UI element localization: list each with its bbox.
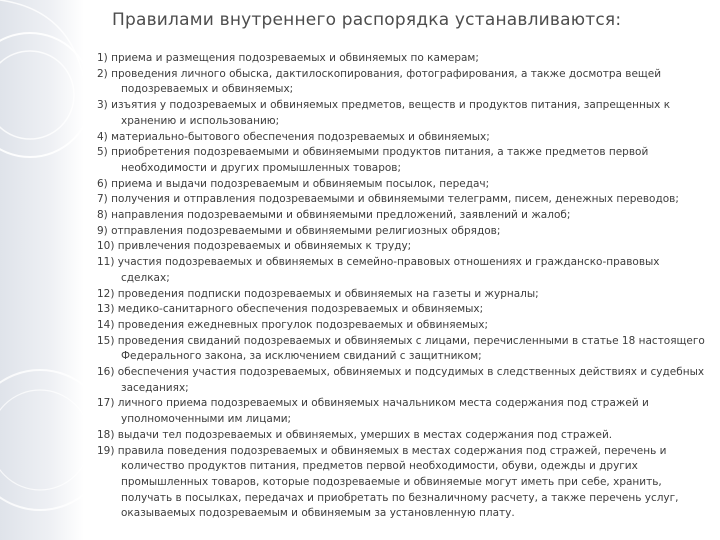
list-item: 12) проведения подписки подозреваемых и обвиняемых на газеты и журналы; — [97, 287, 539, 300]
slide-title: Правилами внутреннего распорядка устанавливаются: — [112, 10, 622, 30]
list-item: 8) направления подозреваемыми и обвиняемыми предложений, заявлений и жалоб; — [97, 209, 571, 222]
list-item: 19) правила поведения подозреваемых и обвиняемых в местах содержания под стражей, перечень и количество продуктов питания, предметов первой необходимости, обуви, одежды и других промышленных товаров, которые подозреваемые и обвиняемые могут иметь при себе, хранить, получать в посылках, передачах и приобретать по безналичному расчету, а также перечень услуг, оказываемых подозреваемым и обвиняемым за установленную плату. — [97, 444, 679, 520]
list-item: 16) обеспечения участия подозреваемых, обвиняемых и подсудимых в следственных действиях и судебных заседаниях; — [97, 366, 705, 394]
list-item: 7) получения и отправления подозреваемыми и обвиняемыми телеграмм, писем, денежных переводов; — [97, 193, 679, 206]
list-item: 2) проведения личного обыска, дактилоскопирования, фотографирования, а также досмотра вещей подозреваемых и обвиняемых; — [97, 67, 662, 96]
list-item: 13) медико-санитарного обеспечения подозреваемых и обвиняемых; — [97, 303, 484, 316]
list-item: 18) выдачи тел подозреваемых и обвиняемых, умерших в местах содержания под стражей. — [97, 428, 613, 441]
list-item: 9) отправления подозреваемыми и обвиняемыми религиозных обрядов; — [97, 224, 501, 237]
list-item: 15) проведения свиданий подозреваемых и обвиняемых с лицами, перечисленными в статье 18 настоящего Федерального закона, за исключением свиданий с защитником; — [97, 334, 705, 363]
rules-list — [97, 51, 709, 522]
list-item: 3) изъятия у подозреваемых и обвиняемых предметов, веществ и продуктов питания, запрещенных к хранению и использованию; — [97, 99, 671, 127]
list-item: 5) приобретения подозреваемыми и обвиняемыми продуктов питания, а также предметов первой необходимости и других промышленных товаров; — [97, 146, 649, 174]
list-item: 14) проведения ежедневных прогулок подозреваемых и обвиняемых; — [97, 318, 489, 331]
list-item: 6) приема и выдачи подозреваемым и обвиняемым посылок, передач; — [97, 177, 490, 190]
list-item: 10) привлечения подозреваемых и обвиняемых к труду; — [97, 240, 412, 253]
list-item: 17) личного приема подозреваемых и обвиняемых начальником места содержания под стражей и уполномоченными им лицами; — [97, 397, 649, 426]
list-item: 4) материально-бытового обеспечения подозреваемых и обвиняемых; — [97, 130, 490, 143]
list-item: 1) приема и размещения подозреваемых и обвиняемых по камерам; — [97, 52, 479, 64]
list-item: 11) участия подозреваемых и обвиняемых в семейно-правовых отношениях и гражданско-правовых сделках; — [97, 256, 660, 284]
